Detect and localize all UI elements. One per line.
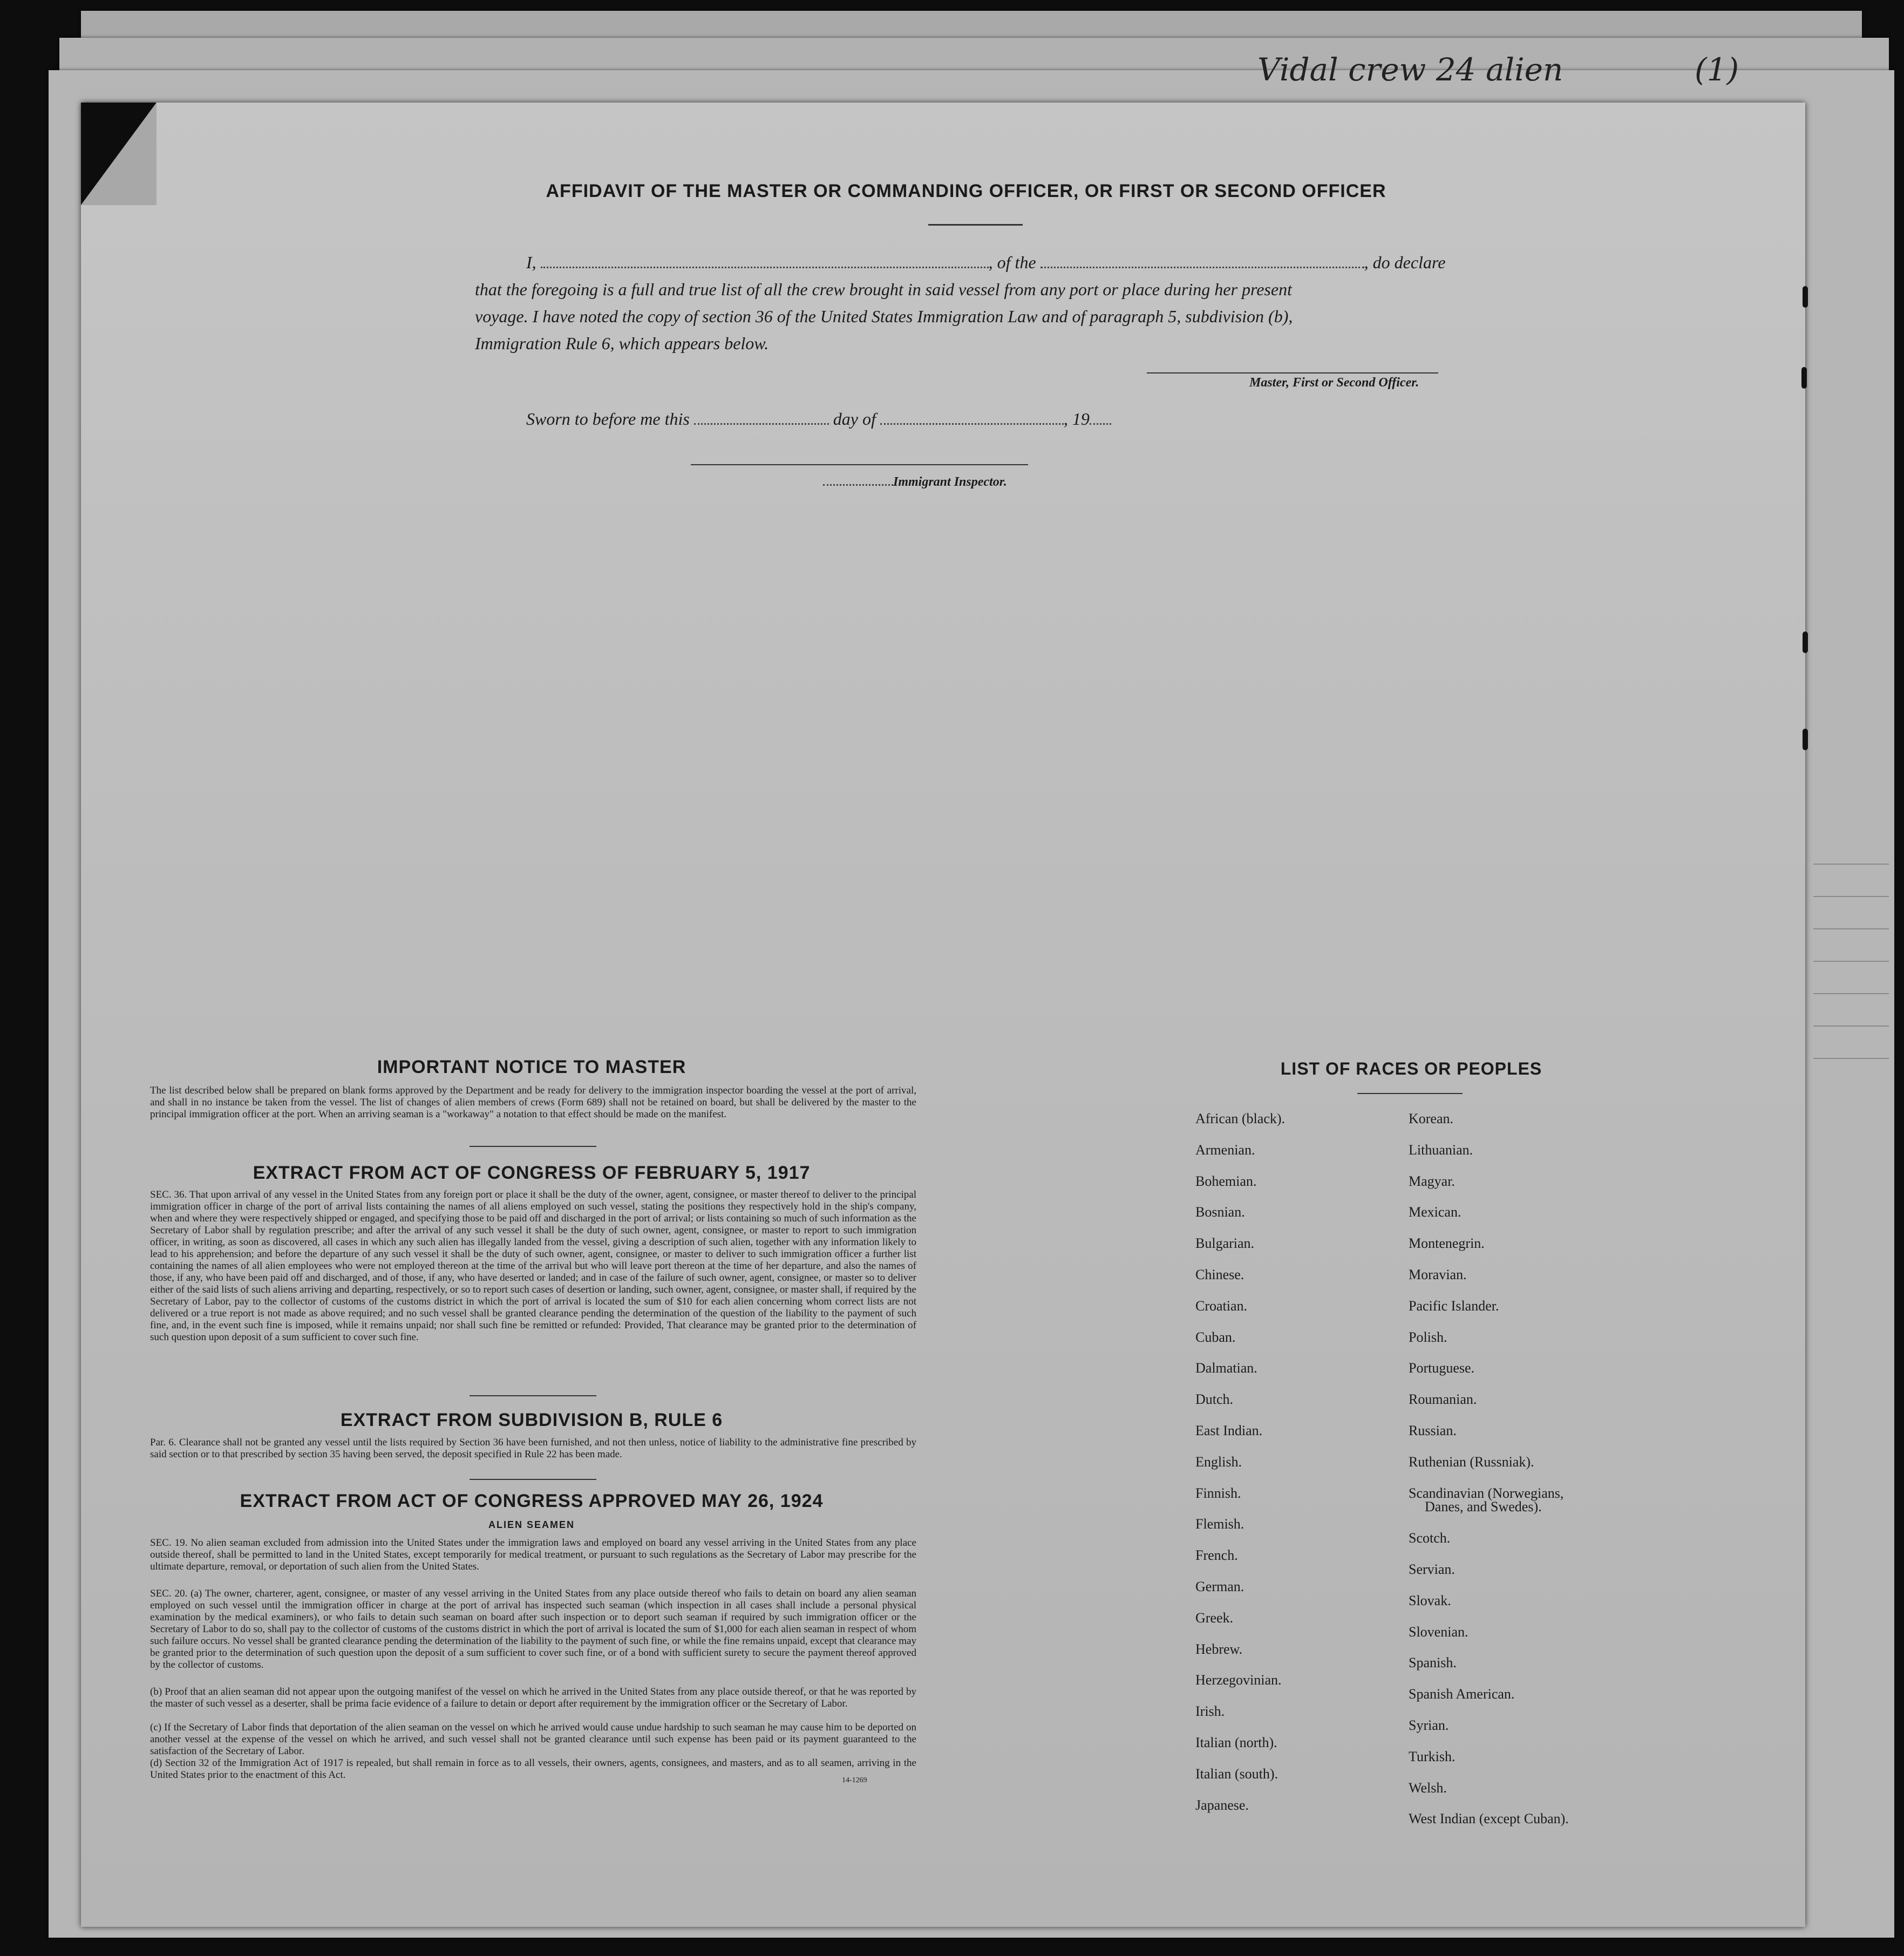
- notice-body: The list described below shall be prepared on blank forms approved by the Department and be ready for delivery to the immigration inspector boarding the vessel at the port of arrival, and shall in no instance be taken from the vessel. The list of changes of alien members of crews (Form 689) shall not be retained on board, but shall be delivered by the master to the principal immigration officer at the port. When an arriving seaman is a "workaway" a notation to that effect should be made on the manifest.: [150, 1085, 916, 1120]
- race-item: Finnish.: [1195, 1485, 1241, 1501]
- signature-line-master[interactable]: [1147, 372, 1438, 373]
- vessel-blank[interactable]: [1041, 255, 1364, 268]
- race-item: Scandinavian (Norwegians,: [1409, 1485, 1564, 1501]
- races-title-rule: [1357, 1093, 1463, 1094]
- section-20c: (c) If the Secretary of Labor finds that deportation of the alien seaman on the vessel on which he arrived would cause undue hardship to such seaman he may cause him to be deported on another vessel at the expense of the vessel on which he arrived, and such vessel shall not be granted clearance until such expense has been paid or its payment guaranteed to the satisfaction of the Secretary of Labor.: [150, 1722, 916, 1757]
- affidavit-line-3: voyage. I have noted the copy of section 36 of the United States Immigration Law and of paragraph 5, subdivision (b),: [475, 307, 1293, 326]
- extract-1917-body: SEC. 36. That upon arrival of any vessel in the United States from any foreign port or place it shall be the duty of the owner, agent, consignee, or master thereof to deliver to the principal immigration officer in charge of the port of arrival lists containing the names of all aliens employed on such vessel, stating the positions they respectively hold in the ship's company, when and where they were respectively shipped or engaged, and specifying those to be paid off and discharged in the port of arrival; or lists containing so much of such information as the Secretary of Labor shall by regulation prescribe; and after the arrival of any such vessel it shall be the duty of such owner, agent, consignee, or master to report to such immigration officer, in writing, as soon as discovered, all cases in which any such alien has illegally landed from the vessel, giving a description of such alien, together with any information likely to lead to his apprehension; and before the departure of any such vessel it shall be the duty of such owner, agent, consignee, or master to deliver to such immigration officer a further list containing the names of all alien employees who were not employed thereon at the time of the arrival but who will leave port thereon at the time of her departure, and also the names of those, if any, who have been paid off and discharged, and of those, if any, who have deserted or landed; and in case of the failure of such owner, agent, consignee, or master so to deliver either of the said lists of such aliens arriving and departing, respectively, or so to report such cases of desertion or landing, such owner, agent, consignee, or master shall, if required by the Secretary of Labor, pay to the collector of customs of the customs district in which the port of arrival is located the sum of $10 for each alien concerning whom correct lists are not delivered or a true report is not made as above required; and no such vessel shall be granted clearance pending the determination of the question of the liability to the payment of such fine, and, in the event such fine is imposed, while it remains unpaid; nor shall such fine be remitted or refunded: Provided, That clearance may be granted prior to the determination of such question upon deposit of a sum sufficient to cover such fine.: [150, 1189, 916, 1343]
- race-item: Spanish American.: [1409, 1686, 1515, 1702]
- ruled-line: [1813, 993, 1889, 994]
- rule-6-body: Par. 6. Clearance shall not be granted any vessel until the lists required by Section 36 have been furnished, and not then unless, notice of liability to the administrative fine prescribed by said section or to that prescribed by section 35 having been served, the deposit specified in Rule 22 has been made.: [150, 1437, 916, 1460]
- notice-title: IMPORTANT NOTICE TO MASTER: [377, 1057, 686, 1077]
- race-item: Montenegrin.: [1409, 1235, 1485, 1252]
- race-item: Scotch.: [1409, 1530, 1451, 1546]
- section-20d: (d) Section 32 of the Immigration Act of 1917 is repealed, but shall remain in force as to all vessels, their owners, agents, consignees, and masters, and as to all seamen, arriving in the United States prior to the enactment of this Act.: [150, 1757, 916, 1781]
- sworn-year-blank[interactable]: [1090, 411, 1111, 425]
- affidavit-line-1: I, , of the , do declare: [526, 253, 1446, 272]
- race-item: Herzegovinian.: [1195, 1672, 1282, 1688]
- ruled-line: [1813, 961, 1889, 962]
- sworn-day-blank[interactable]: [694, 411, 829, 425]
- sheet-number: (1): [1695, 51, 1739, 88]
- section-rule: [470, 1146, 596, 1147]
- race-item: West Indian (except Cuban).: [1409, 1811, 1569, 1827]
- punch-hole: [1803, 631, 1808, 653]
- name-blank[interactable]: [541, 255, 989, 268]
- race-item: Bosnian.: [1195, 1204, 1245, 1220]
- ruled-line: [1813, 928, 1889, 929]
- sworn-month-blank[interactable]: [880, 411, 1064, 425]
- rule-6-title: EXTRACT FROM SUBDIVISION B, RULE 6: [340, 1410, 723, 1430]
- race-item: Chinese.: [1195, 1267, 1245, 1282]
- race-item: Dalmatian.: [1195, 1360, 1257, 1376]
- punch-hole: [1803, 729, 1808, 750]
- race-item: Syrian.: [1409, 1717, 1449, 1733]
- title-rule: [928, 224, 1023, 226]
- race-item: Slovak.: [1409, 1592, 1451, 1608]
- section-19: SEC. 19. No alien seaman excluded from admission into the United States under the immigration laws and employed on board any vessel arriving in the United States from any place outside thereof, shall be permitted to land in the United States, except temporarily for medical treatment, or pursuant to such regulations as the Secretary of Labor may prescribe for the ultimate departure, removal, or deportation of such alien from the United States.: [150, 1537, 916, 1572]
- affidavit-title: AFFIDAVIT OF THE MASTER OR COMMANDING OFFICER, OR FIRST OR SECOND OFFICER: [546, 181, 1386, 201]
- ruled-line: [1813, 864, 1889, 865]
- race-item: Bulgarian.: [1195, 1235, 1255, 1252]
- section-20a: SEC. 20. (a) The owner, charterer, agent, consignee, or master of any vessel arriving in the United States from any place outside thereof who fails to detain on board any alien seaman employed on such vessel until the immigration officer in charge at the port of arrival has inspected such seaman (which inspection in all cases shall include a personal physical examination by the medical examiners), or who fails to detain such seaman on board after such inspection or to deport such seaman if required by such immigration officer or the Secretary of Labor to do so, shall pay to the collector of customs of the customs district in which the port of arrival is located the sum of $1,000 for each alien seaman in respect of whom such failure occurs. No vessel shall be granted clearance pending the determination of the liability to the payment of such fine, or while the fine remains unpaid, except that clearance may be granted prior to the determination of such question upon the deposit of a sum sufficient to cover such fine, or of a bond with sufficient surety to secure the payment thereof approved by the collector of customs.: [150, 1588, 916, 1670]
- race-item: Ruthenian (Russniak).: [1409, 1454, 1534, 1470]
- race-item: Greek.: [1195, 1609, 1234, 1626]
- race-item: Slovenian.: [1409, 1624, 1468, 1640]
- race-item: Welsh.: [1409, 1780, 1447, 1796]
- race-item: Irish.: [1195, 1703, 1225, 1720]
- race-item: Servian.: [1409, 1561, 1455, 1577]
- race-item: Russian.: [1409, 1423, 1457, 1438]
- section-rule: [470, 1395, 596, 1396]
- race-item: Moravian.: [1409, 1267, 1467, 1282]
- race-item: Italian (south).: [1195, 1765, 1279, 1782]
- race-item: East Indian.: [1195, 1423, 1263, 1438]
- race-item: French.: [1195, 1547, 1238, 1564]
- section-20b: (b) Proof that an alien seaman did not appear upon the outgoing manifest of the vessel on which he arrived in the United States from any place outside thereof, or that he was reported by the master of such vessel as a deserter, shall be prima facie evidence of a failure to detain or deport after requirement by the immigration officer or the Secretary of Labor.: [150, 1686, 916, 1709]
- races-title: LIST OF RACES OR PEOPLES: [1280, 1059, 1542, 1078]
- ruled-line: [1813, 1025, 1889, 1027]
- inspector-signature-label: Immigrant Inspector.: [823, 475, 1007, 490]
- extract-1924-title: EXTRACT FROM ACT OF CONGRESS APPROVED MAY 26, 1924: [240, 1491, 824, 1511]
- race-item: Dutch.: [1195, 1391, 1234, 1408]
- alien-seamen-subtitle: ALIEN SEAMEN: [488, 1519, 575, 1530]
- race-item: Japanese.: [1195, 1797, 1249, 1813]
- race-item: Polish.: [1409, 1329, 1447, 1345]
- race-item: Flemish.: [1195, 1516, 1245, 1532]
- handwritten-header-note: Vidal crew 24 alien: [1257, 51, 1563, 88]
- master-signature-label: Master, First or Second Officer.: [1249, 376, 1419, 390]
- race-item: Italian (north).: [1195, 1735, 1277, 1750]
- ruled-line: [1813, 1058, 1889, 1059]
- punch-hole: [1803, 286, 1808, 308]
- race-item: German.: [1195, 1579, 1245, 1594]
- race-item: Mexican.: [1409, 1204, 1461, 1220]
- race-item: Portuguese.: [1409, 1360, 1475, 1376]
- race-item: Turkish.: [1409, 1748, 1456, 1764]
- affidavit-line-4: Immigration Rule 6, which appears below.: [475, 334, 769, 353]
- race-item: Lithuanian.: [1409, 1142, 1473, 1158]
- race-item: Bohemian.: [1195, 1173, 1257, 1189]
- ruled-line: [1813, 896, 1889, 897]
- race-item: Pacific Islander.: [1409, 1298, 1499, 1314]
- race-item: Armenian.: [1195, 1142, 1255, 1158]
- race-item: Korean.: [1409, 1111, 1454, 1126]
- extract-1917-title: EXTRACT FROM ACT OF CONGRESS OF FEBRUARY 5, 1917: [253, 1163, 811, 1183]
- punch-hole: [1801, 367, 1807, 389]
- signature-line-inspector[interactable]: [691, 464, 1028, 465]
- form-number: 14-1269: [842, 1776, 867, 1784]
- race-item: Danes, and Swedes).: [1425, 1499, 1542, 1515]
- race-item: Hebrew.: [1195, 1641, 1243, 1657]
- race-item: Magyar.: [1409, 1173, 1455, 1189]
- race-item: Cuban.: [1195, 1329, 1236, 1345]
- race-item: English.: [1195, 1454, 1242, 1470]
- affidavit-line-2: that the foregoing is a full and true list of all the crew brought in said vessel from any port or place during her present: [475, 280, 1292, 299]
- folded-corner-flap: [81, 103, 157, 205]
- race-item: Spanish.: [1409, 1655, 1457, 1671]
- sworn-line: Sworn to before me this day of , 19: [526, 409, 1111, 429]
- inspector-blank[interactable]: [823, 477, 893, 486]
- section-rule: [470, 1479, 596, 1480]
- race-item: Roumanian.: [1409, 1391, 1477, 1408]
- race-item: Croatian.: [1195, 1298, 1248, 1314]
- race-item: African (black).: [1195, 1111, 1286, 1126]
